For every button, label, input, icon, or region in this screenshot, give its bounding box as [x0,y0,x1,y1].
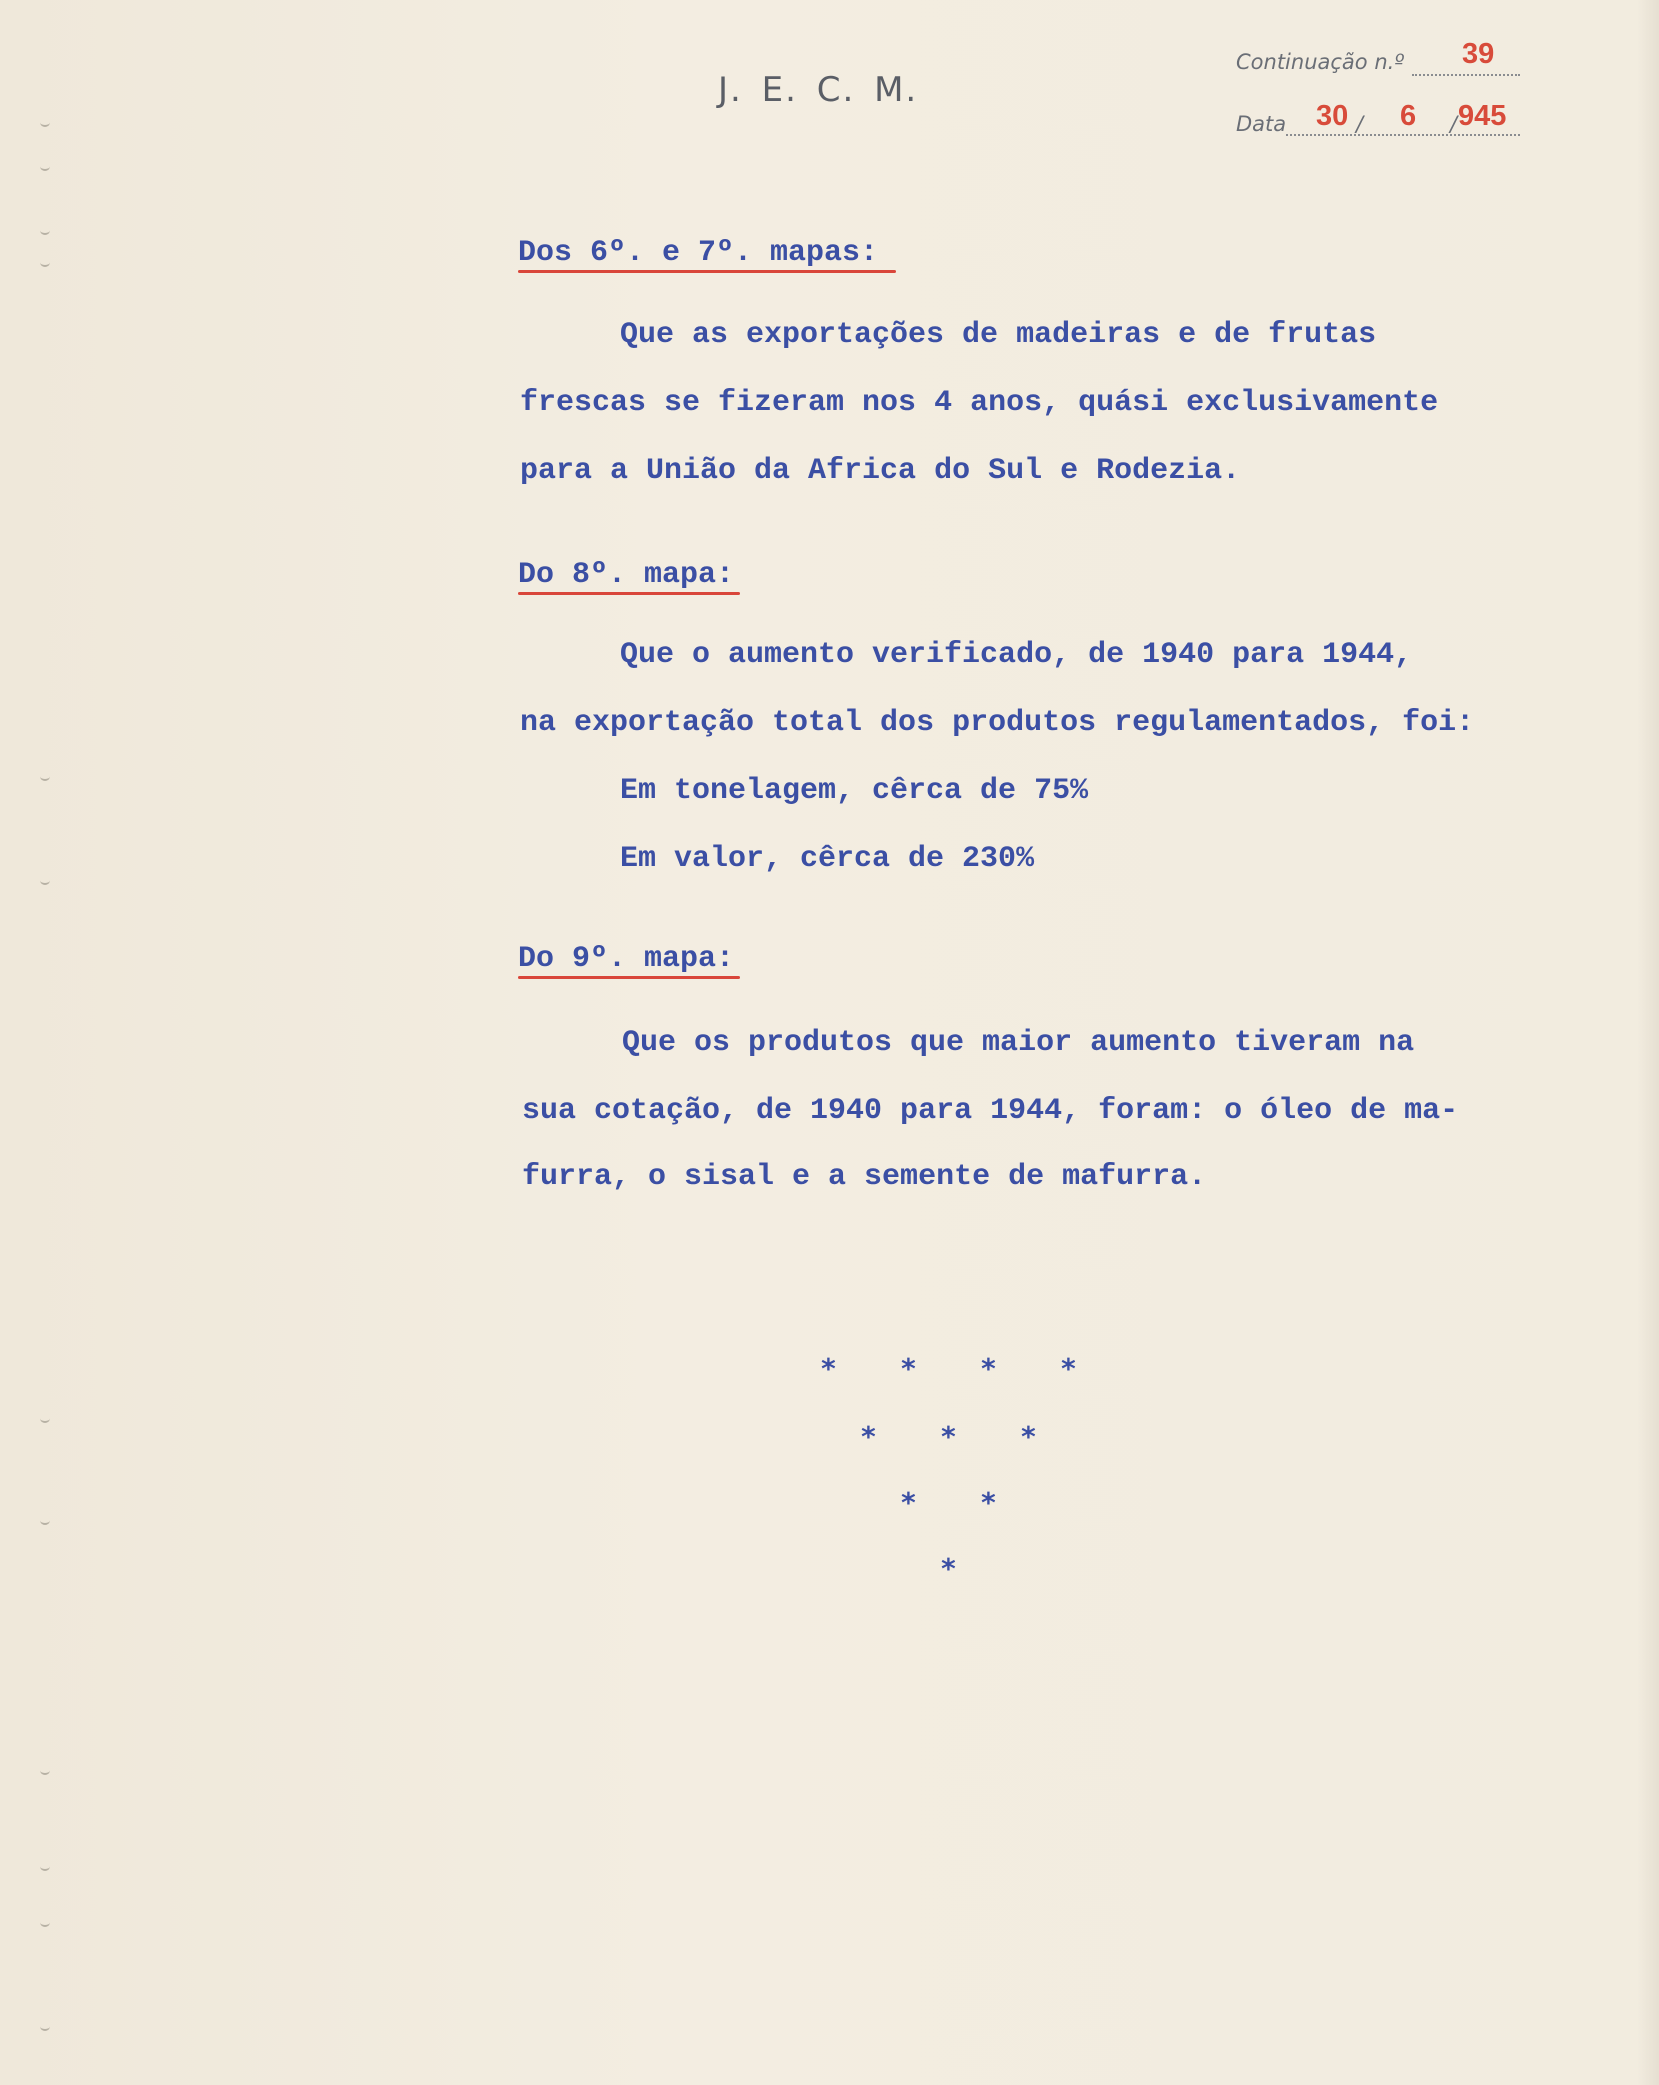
punch-mark [40,1766,50,1775]
heading-underline [518,270,896,273]
section-heading: Do 8º. mapa: [518,558,735,592]
section-heading: Do 9º. mapa: [518,942,735,976]
paragraph-line: Em tonelagem, cêrca de 75% [620,774,1089,808]
punch-mark [40,772,50,781]
continuation-number: 39 [1462,38,1495,70]
punch-mark [40,1918,50,1927]
date-label: Data [1236,112,1287,136]
date-dotted-line [1286,134,1520,136]
punch-mark [40,1862,50,1871]
punch-mark [40,258,50,267]
heading-underline [518,592,740,595]
asterisk: * [900,1486,917,1519]
punch-mark [40,876,50,885]
paragraph-line: frescas se fizeram nos 4 anos, quási exclusivamente [520,386,1439,420]
section-heading: Dos 6º. e 7º. mapas: [518,236,879,270]
date-separator: / [1356,112,1364,136]
paragraph-line: para a União da Africa do Sul e Rodezia. [520,454,1241,488]
continuation-label: Continuação n.º [1236,50,1405,74]
date-day: 30 [1316,100,1349,132]
date-month: 6 [1400,100,1417,132]
asterisk: * [980,1352,997,1385]
continuation-dotted-line [1412,74,1520,76]
asterisk: * [1060,1352,1077,1385]
asterisk: * [860,1420,877,1453]
paragraph-line: Que o aumento verificado, de 1940 para 1944, [620,638,1413,672]
punch-mark [40,226,50,235]
punch-mark [40,2022,50,2031]
punch-mark [40,118,50,127]
date-separator: / [1450,112,1458,136]
asterisk: * [1020,1420,1037,1453]
punch-mark [40,1516,50,1525]
organization-title: J. E. C. M. [718,70,919,110]
asterisk: * [900,1352,917,1385]
punch-mark [40,1414,50,1423]
paragraph-line: na exportação total dos produtos regulamentados, foi: [520,706,1475,740]
heading-underline [518,976,740,979]
asterisk: * [940,1420,957,1453]
paragraph-line: sua cotação, de 1940 para 1944, foram: o óleo de ma- [522,1094,1459,1128]
paragraph-line: Que as exportações de madeiras e de frutas [620,318,1377,352]
punch-mark [40,162,50,171]
paragraph-line: Em valor, cêrca de 230% [620,842,1035,876]
asterisk: * [820,1352,837,1385]
asterisk: * [980,1486,997,1519]
paragraph-line: Que os produtos que maior aumento tiveram na [622,1026,1415,1060]
paragraph-line: furra, o sisal e a semente de mafurra. [522,1160,1207,1194]
date-year: 945 [1458,100,1507,132]
asterisk: * [940,1552,957,1585]
